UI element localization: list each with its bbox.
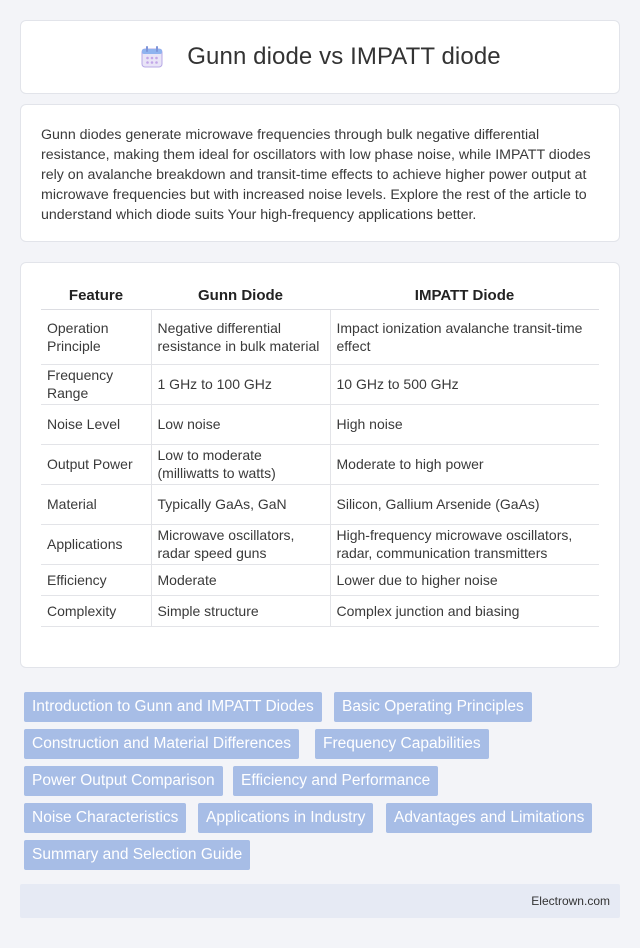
row-gunn: Microwave oscillators, radar speed guns	[151, 524, 330, 564]
footer-site[interactable]: Electrown.com	[531, 894, 610, 908]
row-gunn: Simple structure	[151, 595, 330, 626]
tag-frequency[interactable]: Frequency Capabilities	[315, 729, 489, 759]
tag-noise[interactable]: Noise Characteristics	[24, 803, 186, 833]
row-impatt: High noise	[330, 404, 599, 444]
table-row	[41, 595, 599, 626]
title-card	[20, 20, 620, 94]
row-gunn: Moderate	[151, 564, 330, 595]
row-impatt: Lower due to higher noise	[330, 564, 599, 595]
intro-card	[20, 104, 620, 242]
header-impatt-diode: IMPATT Diode	[330, 283, 599, 309]
row-gunn: Typically GaAs, GaN	[151, 484, 330, 524]
page-title: Gunn diode vs IMPATT diode	[187, 43, 501, 70]
tag-advantages[interactable]: Advantages and Limitations	[386, 803, 592, 833]
table-row	[41, 484, 599, 524]
row-impatt: Silicon, Gallium Arsenide (GaAs)	[330, 484, 599, 524]
intro-paragraph: Gunn diodes generate microwave frequencies through bulk negative differential resistance, making them ideal for oscillators with low phase noise, while IMPATT diodes rely on avalanche breakdown and transit-time effects to achieve higher power output at microwave frequencies but with increased noise levels. Explore the rest of the article to understand which diode suits Your high-frequency applications better.	[41, 127, 591, 223]
comparison-table-card	[20, 262, 620, 668]
row-impatt: Impact ionization avalanche transit-time effect	[330, 309, 599, 364]
row-gunn: Low to moderate (milliwatts to watts)	[151, 444, 330, 484]
tag-power-output[interactable]: Power Output Comparison	[24, 766, 223, 796]
calendar-icon	[139, 44, 165, 70]
row-feature: Output Power	[41, 444, 151, 484]
table-row	[41, 404, 599, 444]
comparison-table	[41, 283, 599, 627]
table-row	[41, 444, 599, 484]
row-impatt: Moderate to high power	[330, 444, 599, 484]
row-impatt: Complex junction and biasing	[330, 595, 599, 626]
tag-basic-principles[interactable]: Basic Operating Principles	[334, 692, 532, 722]
footer	[20, 884, 620, 918]
header-gunn-diode: Gunn Diode	[151, 283, 330, 309]
row-feature: Operation Principle	[41, 309, 151, 364]
tag-efficiency[interactable]: Efficiency and Performance	[233, 766, 438, 796]
row-feature: Frequency Range	[41, 364, 151, 404]
row-gunn: 1 GHz to 100 GHz	[151, 364, 330, 404]
row-impatt: High-frequency microwave oscillators, radar, communication transmitters	[330, 524, 599, 564]
tag-introduction[interactable]: Introduction to Gunn and IMPATT Diodes	[24, 692, 322, 722]
row-impatt: 10 GHz to 500 GHz	[330, 364, 599, 404]
row-feature: Noise Level	[41, 404, 151, 444]
table-header-row	[41, 283, 599, 309]
tag-construction[interactable]: Construction and Material Differences	[24, 729, 299, 759]
table-row	[41, 309, 599, 364]
row-feature: Material	[41, 484, 151, 524]
table-row	[41, 364, 599, 404]
table-row	[41, 564, 599, 595]
table-row	[41, 524, 599, 564]
row-feature: Applications	[41, 524, 151, 564]
row-gunn: Low noise	[151, 404, 330, 444]
row-gunn: Negative differential resistance in bulk material	[151, 309, 330, 364]
tag-summary[interactable]: Summary and Selection Guide	[24, 840, 250, 870]
header-feature: Feature	[41, 283, 151, 309]
tag-applications[interactable]: Applications in Industry	[198, 803, 373, 833]
row-feature: Efficiency	[41, 564, 151, 595]
row-feature: Complexity	[41, 595, 151, 626]
